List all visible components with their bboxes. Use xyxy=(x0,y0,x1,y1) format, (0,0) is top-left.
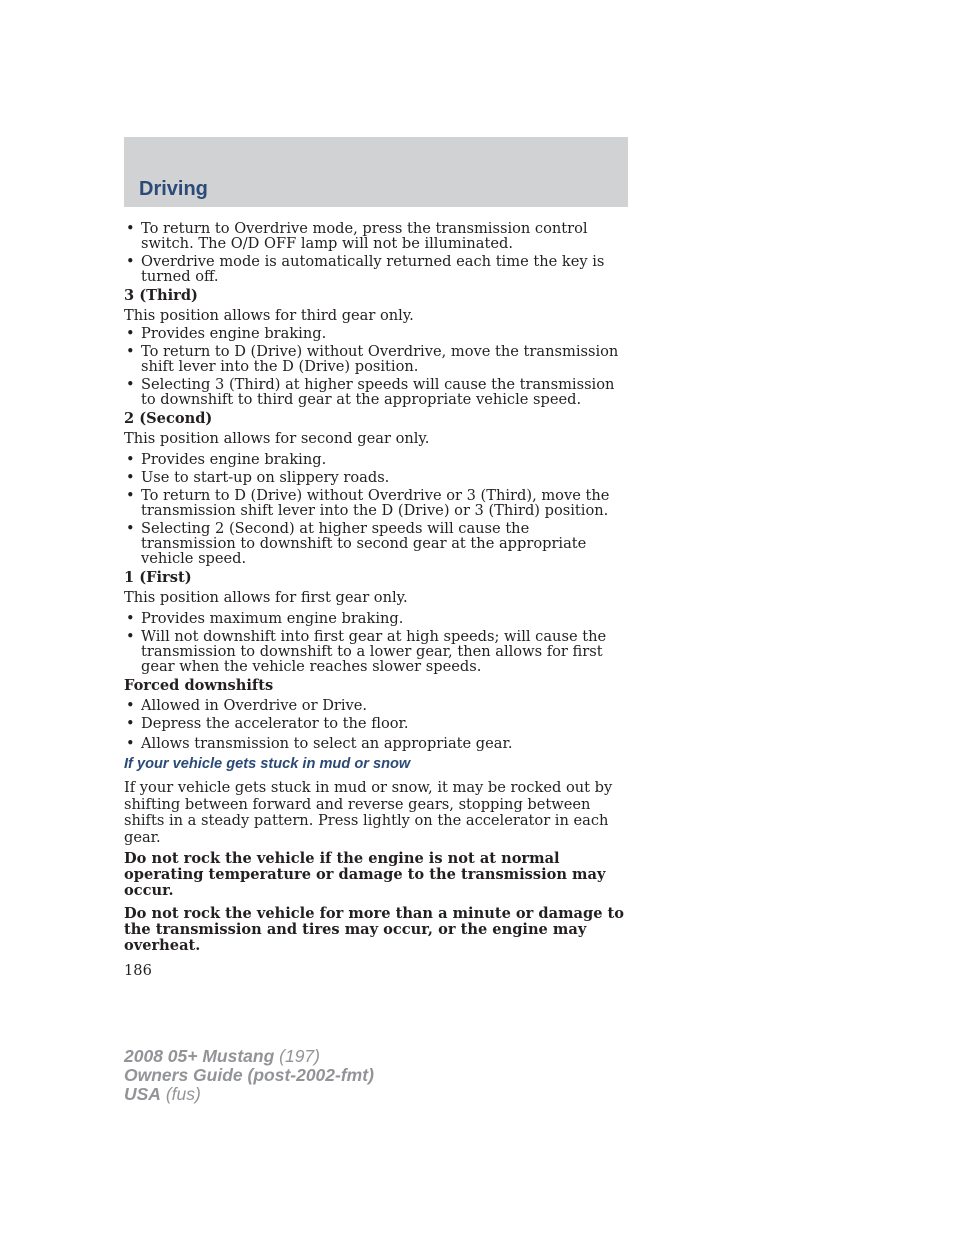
bullet-icon: • xyxy=(126,610,135,627)
forced-downshifts-bullet-list xyxy=(124,698,628,751)
third-gear-heading: 3 (Third) xyxy=(124,287,198,304)
list-item: • Selecting 2 (Second) at higher speeds will cause the transmission to downshift to second gear at the appropriate vehicle speed. xyxy=(126,520,587,567)
bullet-icon: • xyxy=(126,343,135,360)
list-item: • To return to D (Drive) without Overdrive or 3 (Third), move the transmission shift lever into the D (Drive) or 3 (Third) position. xyxy=(126,487,610,519)
bullet-icon: • xyxy=(126,697,135,714)
first-gear-bullet-list xyxy=(124,611,628,674)
third-gear-bullet-list xyxy=(124,326,628,407)
page-number: 186 xyxy=(124,962,152,979)
footer-line-guide: Owners Guide (post-2002-fmt) xyxy=(124,1065,374,1085)
bullet-icon: • xyxy=(126,715,135,732)
list-item: • Provides engine braking. xyxy=(126,451,327,468)
third-gear-intro: This position allows for third gear only. xyxy=(124,307,414,324)
second-gear-heading: 2 (Second) xyxy=(124,410,213,427)
section-title: Driving xyxy=(139,178,208,200)
warning-engine-temperature: Do not rock the vehicle if the engine is not at normal operating temperature or damage to the transmission may occur. xyxy=(124,850,606,899)
list-item: • Will not downshift into first gear at high speeds; will cause the transmission to downshift to a lower gear, then allows for first gear when the vehicle reaches slower speeds. xyxy=(126,628,607,675)
footer-line-market: USA (fus) xyxy=(124,1084,201,1104)
bullet-icon: • xyxy=(126,735,135,752)
list-item: • Overdrive mode is automatically returned each time the key is turned off. xyxy=(126,253,605,285)
list-item: • To return to D (Drive) without Overdrive, move the transmission shift lever into the D (Drive) position. xyxy=(126,343,619,375)
section-header-band xyxy=(124,137,628,207)
overdrive-bullet-list xyxy=(124,221,628,284)
bullet-icon: • xyxy=(126,325,135,342)
list-item: • Allows transmission to select an appropriate gear. xyxy=(126,735,513,752)
first-gear-intro: This position allows for first gear only. xyxy=(124,589,408,606)
bullet-icon: • xyxy=(126,451,135,468)
stuck-vehicle-heading: If your vehicle gets stuck in mud or snow xyxy=(124,756,411,772)
bullet-icon: • xyxy=(126,487,135,504)
list-item: • To return to Overdrive mode, press the transmission control switch. The O/D OFF lamp will not be illuminated. xyxy=(126,220,588,252)
warning-rocking-duration: Do not rock the vehicle for more than a minute or damage to the transmission and tires may occur, or the engine may overheat. xyxy=(124,905,625,954)
bullet-icon: • xyxy=(126,253,135,270)
list-item: • Depress the accelerator to the floor. xyxy=(126,715,409,732)
list-item: • Selecting 3 (Third) at higher speeds will cause the transmission to downshift to third gear at the appropriate vehicle speed. xyxy=(126,376,615,408)
second-gear-intro: This position allows for second gear only. xyxy=(124,430,430,447)
page-content xyxy=(124,221,628,981)
bullet-icon: • xyxy=(126,376,135,393)
footer-line-model: 2008 05+ Mustang (197) xyxy=(124,1046,320,1066)
bullet-icon: • xyxy=(126,628,135,645)
bullet-icon: • xyxy=(126,469,135,486)
document-footer xyxy=(124,1047,374,1104)
bullet-icon: • xyxy=(126,520,135,537)
forced-downshifts-heading: Forced downshifts xyxy=(124,677,274,694)
first-gear-heading: 1 (First) xyxy=(124,569,192,586)
stuck-vehicle-body: If your vehicle gets stuck in mud or snow, it may be rocked out by shifting between forward and reverse gears, stopping between shifts in a steady pattern. Press lightly on the accelerator in each gear. xyxy=(124,779,613,846)
second-gear-bullet-list xyxy=(124,452,628,566)
bullet-icon: • xyxy=(126,220,135,237)
list-item: • Use to start-up on slippery roads. xyxy=(126,469,390,486)
list-item: • Provides engine braking. xyxy=(126,325,327,342)
list-item: • Allowed in Overdrive or Drive. xyxy=(126,697,368,714)
list-item: • Provides maximum engine braking. xyxy=(126,610,404,627)
